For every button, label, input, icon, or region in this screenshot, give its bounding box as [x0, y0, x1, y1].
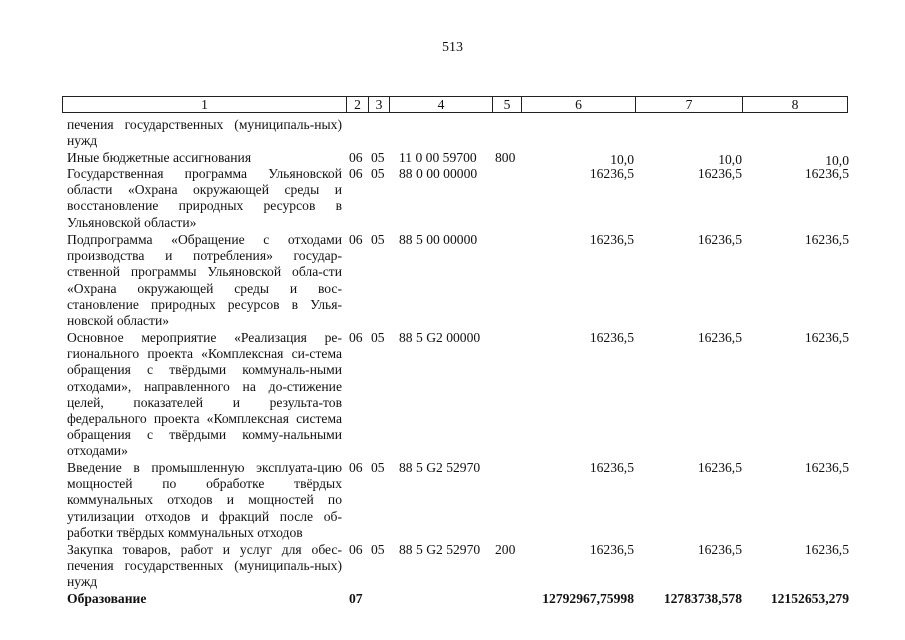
row-value-7: 16236,5: [697, 330, 742, 345]
row-value-7: 10,0: [718, 152, 742, 167]
row-section: 06: [349, 330, 363, 345]
row-target-code: 88 5 G2 00000: [399, 330, 481, 345]
row-value-8: 12152653,279: [770, 591, 849, 606]
table-header: [62, 96, 848, 114]
row-target-code: 88 5 G2 52970: [399, 542, 481, 557]
row-value-7: 16236,5: [697, 166, 742, 181]
row-target-code: 88 0 00 00000: [399, 166, 478, 181]
header-cell-6: 6: [521, 96, 636, 113]
row-section: 06: [349, 166, 363, 181]
row-value-8: 16236,5: [804, 330, 849, 345]
row-value-7: 16236,5: [697, 460, 742, 475]
row-name: Подпрограмма «Обращение с отходами производства и потребления» государ-ственной программы Ульяновской обла-сти «Охрана окружающей среды и вос-становление природных ресурсов в Улья-новской области»: [67, 232, 342, 329]
row-target-code: 88 5 G2 52970: [399, 460, 481, 475]
row-value-8: 16236,5: [804, 460, 849, 475]
row-name: Иные бюджетные ассигнования: [67, 150, 252, 165]
row-value-6: 16236,5: [589, 460, 634, 475]
row-subsection: 05: [371, 460, 385, 475]
header-cell-3: 3: [368, 96, 390, 113]
row-value-7: 16236,5: [697, 542, 742, 557]
row-value-6: 12792967,75998: [542, 591, 634, 606]
row-subsection: 05: [371, 232, 385, 247]
row-section: 06: [349, 232, 363, 247]
row-value-6: 16236,5: [589, 542, 634, 557]
page-number: 513: [442, 40, 463, 55]
row-name: Государственная программа Ульяновской области «Охрана окружающей среды и восстановление природных ресурсов в Ульяновской области»: [67, 166, 342, 230]
row-value-7: 12783738,578: [663, 591, 742, 606]
row-value-8: 16236,5: [804, 232, 849, 247]
row-name: печения государственных (муниципаль-ных) нужд: [67, 117, 342, 149]
row-section: 07: [349, 591, 363, 606]
header-cell-4: 4: [389, 96, 493, 113]
row-name: Основное мероприятие «Реализация ре-гионального проекта «Комплексная си-стема обращения с твёрдыми коммуналь-ными отходами», направленного на до-стижение целей, показателей и результа-тов федерального проекта «Комплексная система обращения с твёрдыми комму-нальными отходами»: [67, 330, 342, 459]
row-target-code: 11 0 00 59700: [399, 150, 477, 165]
row-value-6: 16236,5: [589, 232, 634, 247]
row-expense-type: 800: [495, 150, 516, 165]
header-cell-2: 2: [346, 96, 369, 113]
row-section: 06: [349, 150, 363, 165]
row-target-code: 88 5 00 00000: [399, 232, 478, 247]
row-subsection: 05: [371, 330, 385, 345]
row-value-8: 10,0: [825, 153, 849, 168]
row-subsection: 05: [371, 542, 385, 557]
row-subsection: 05: [371, 166, 385, 181]
row-value-8: 16236,5: [804, 166, 849, 181]
row-name: Введение в промышленную эксплуата-цию мощностей по обработке твёрдых коммунальных отходов и мощностей по утилизации отходов и фракций после об-работки твёрдых коммунальных отходов: [67, 460, 342, 540]
row-name: Закупка товаров, работ и услуг для обес-печения государственных (муниципаль-ных) нужд: [67, 542, 342, 590]
row-section: 06: [349, 460, 363, 475]
row-value-6: 16236,5: [589, 166, 634, 181]
row-name: Образование: [67, 591, 147, 606]
row-value-8: 16236,5: [804, 542, 849, 557]
row-value-6: 10,0: [610, 152, 634, 167]
header-cell-1: 1: [62, 96, 347, 113]
header-cell-8: 8: [742, 96, 848, 113]
row-value-6: 16236,5: [589, 330, 634, 345]
row-subsection: 05: [371, 150, 385, 165]
header-cell-7: 7: [635, 96, 743, 113]
row-section: 06: [349, 542, 363, 557]
row-value-7: 16236,5: [697, 232, 742, 247]
row-expense-type: 200: [495, 542, 516, 557]
header-cell-5: 5: [492, 96, 522, 113]
